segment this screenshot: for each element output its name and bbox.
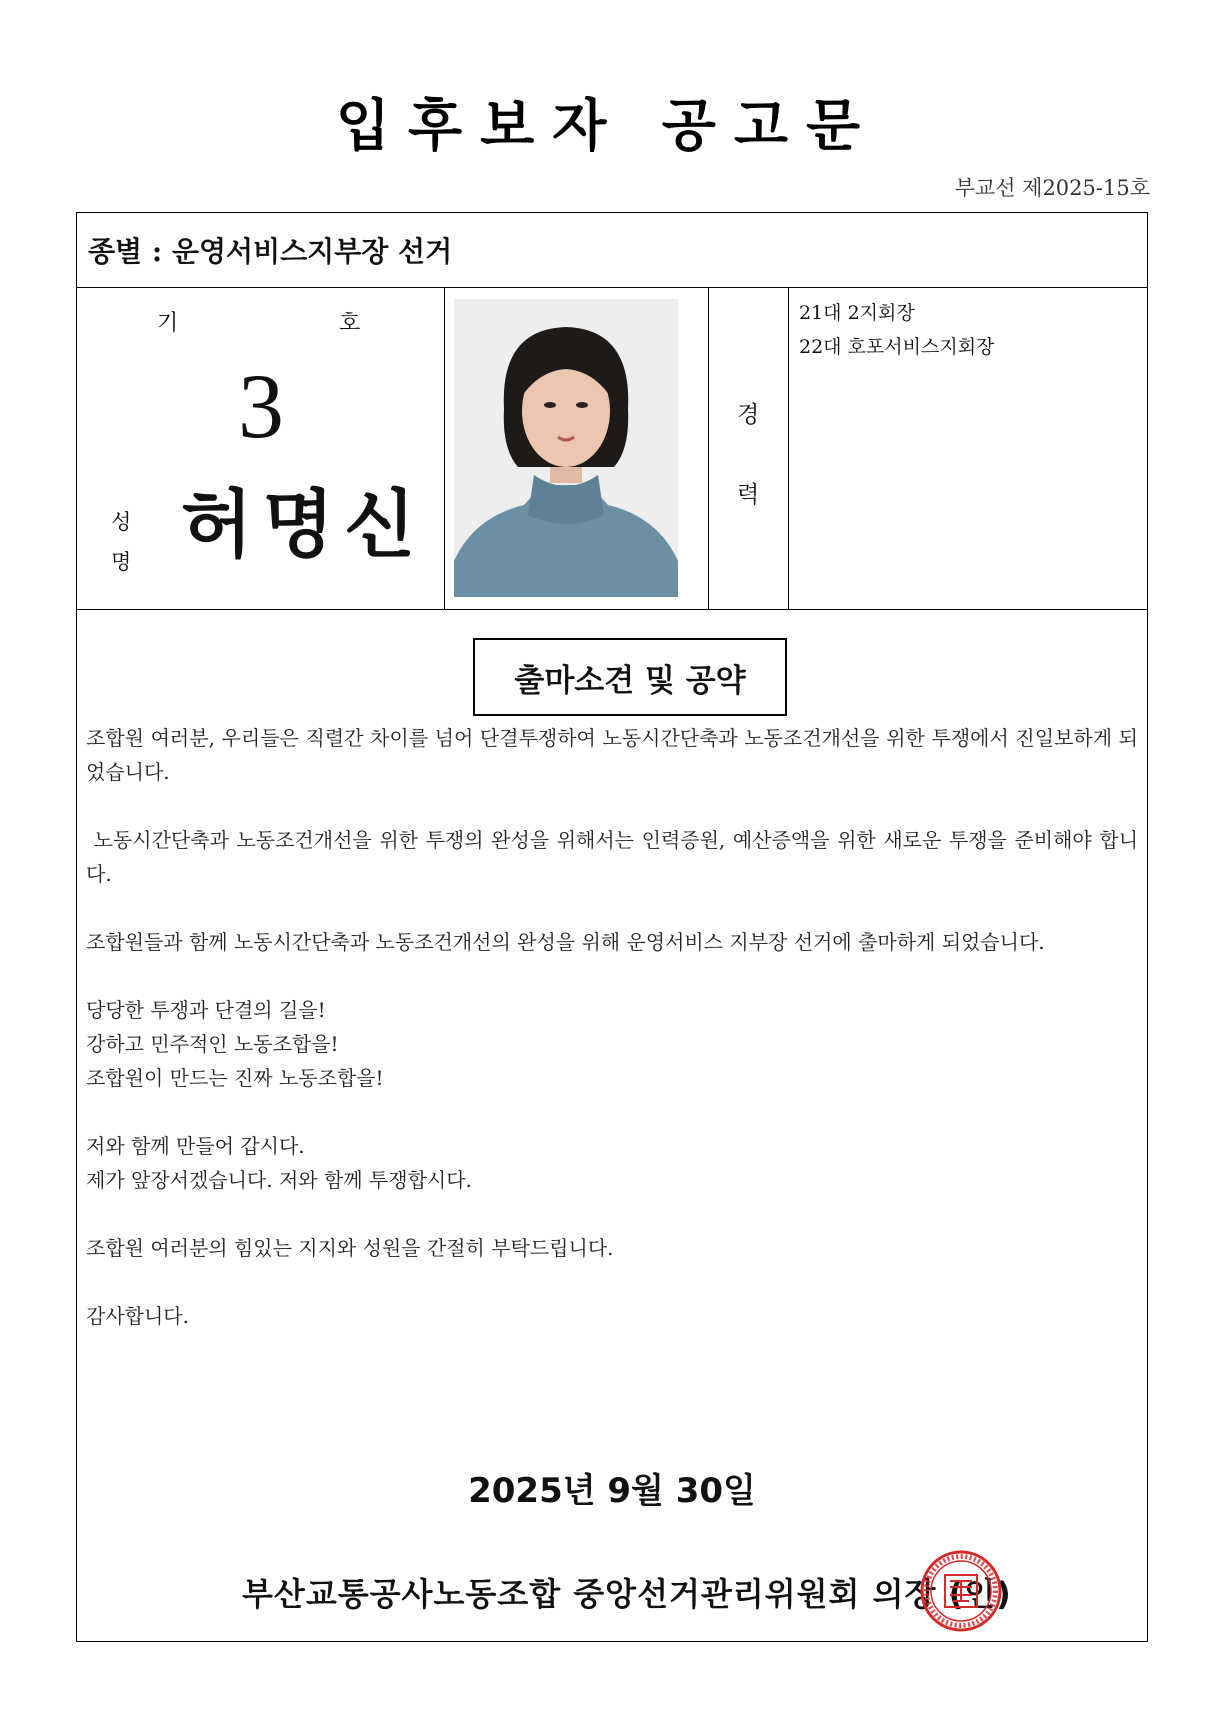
- number-label: 기: [157, 311, 179, 336]
- slogan-line: 당당한 투쟁과 단결의 길을!: [86, 998, 326, 1022]
- number-label: 호: [339, 311, 361, 336]
- document-title: 입후보자 공고문: [335, 94, 879, 159]
- career-label: 경: [737, 402, 760, 428]
- notice-frame: [76, 212, 1148, 1642]
- name-label: 명: [111, 550, 132, 574]
- notice-date: 2025년 9월 30일: [468, 1471, 756, 1511]
- statement-heading: 출마소견 및 공약: [473, 638, 787, 716]
- signer-line: [242, 1569, 1012, 1615]
- official-seal-icon: [919, 1549, 1003, 1633]
- thanks-line: 감사합니다.: [86, 1304, 189, 1328]
- election-kind: 종별 : 운영서비스지부장 선거: [77, 213, 1147, 288]
- closing-line: 저와 함께 만들어 갑시다.: [86, 1134, 305, 1158]
- portrait-illustration: [454, 299, 678, 597]
- document-number: 부교선 제2025-15호: [954, 176, 1150, 200]
- statement-paragraph: 노동시간단축과 노동조건개선을 위한 투쟁의 완성을 위해서는 인력증원, 예산증액을 위한 새로운 투쟁을 준비해야 합니다.: [86, 828, 1139, 886]
- candidate-photo-cell: [445, 288, 709, 609]
- slogan-line: 강하고 민주적인 노동조합을!: [86, 1032, 339, 1056]
- candidate-name: 허명신: [181, 482, 426, 568]
- statement-body: [86, 721, 1138, 1333]
- candidate-number-name-cell: [77, 288, 445, 609]
- career-item: 22대 호포서비스지회장: [799, 336, 995, 358]
- appeal-line: 조합원 여러분의 힘있는 지지와 성원을 간절히 부탁드립니다.: [86, 1236, 614, 1260]
- candidate-number: 3: [238, 355, 284, 457]
- career-cell: [789, 288, 1147, 609]
- closing-line: 제가 앞장서겠습니다. 저와 함께 투쟁합시다.: [86, 1168, 472, 1192]
- career-label: 력: [737, 482, 760, 508]
- career-label-cell: [709, 288, 789, 609]
- career-list: [799, 296, 994, 364]
- signer-name: 부산교통공사노동조합 중앙선거관리위원회 의장: [242, 1575, 937, 1613]
- candidate-photo: [454, 299, 678, 597]
- statement-paragraph: 조합원 여러분, 우리들은 직렬간 차이를 넘어 단결투쟁하여 노동시간단축과 노동조건개선을 위한 투쟁에서 진일보하게 되었습니다.: [86, 726, 1138, 784]
- slogan-line: 조합원이 만드는 진짜 노동조합을!: [86, 1066, 384, 1090]
- statement-paragraph: 조합원들과 함께 노동시간단축과 노동조건개선의 완성을 위해 운영서비스 지부장 선거에 출마하게 되었습니다.: [86, 930, 1045, 954]
- name-label: 성: [111, 510, 132, 534]
- seal-mark-text: (인): [948, 1575, 1012, 1613]
- candidate-info-row: [77, 288, 1147, 610]
- career-item: 21대 2지회장: [799, 302, 915, 324]
